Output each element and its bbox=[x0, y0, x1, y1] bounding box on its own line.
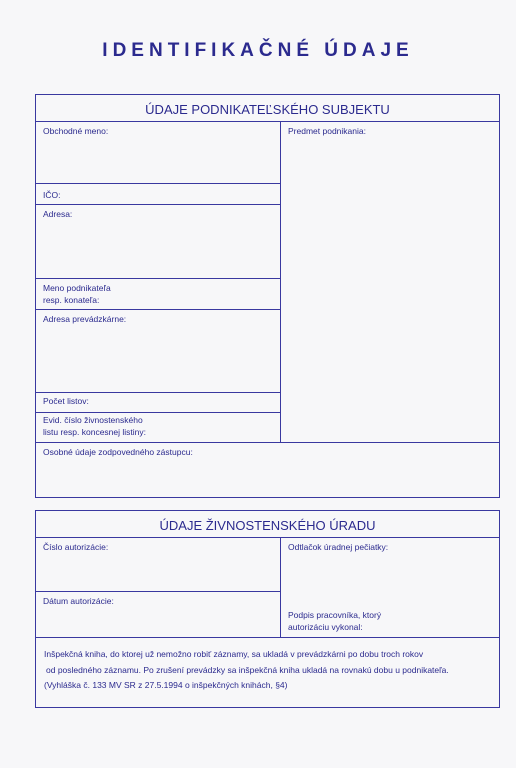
business-section-heading: ÚDAJE PODNIKATEĽSKÉHO SUBJEKTU bbox=[36, 95, 499, 122]
authorization-date-field[interactable] bbox=[36, 591, 280, 637]
register-number-label-line2: listu resp. koncesnej listiny: bbox=[43, 426, 146, 437]
representative-field[interactable] bbox=[36, 442, 499, 497]
footnote-line-2: od posledného záznamu. Po zrušení prevádzky sa inšpekčná kniha ukladá na rovnakú dobu u podnikateľa. bbox=[46, 664, 449, 675]
register-number-label bbox=[43, 415, 146, 438]
officer-signature-label-line2: autorizáciu vykonal: bbox=[288, 621, 363, 632]
sheets-count-field[interactable] bbox=[36, 392, 280, 412]
officer-signature-label-line1: Podpis pracovníka, ktorý bbox=[288, 610, 382, 620]
footnote-box bbox=[36, 637, 499, 707]
premises-address-label: Adresa prevádzkárne: bbox=[43, 314, 127, 324]
register-number-field[interactable] bbox=[36, 412, 280, 442]
page-title: IDENTIFIKAČNÉ ÚDAJE bbox=[102, 40, 414, 61]
entrepreneur-name-label bbox=[43, 283, 111, 306]
officer-signature-label bbox=[288, 610, 381, 633]
entrepreneur-name-field[interactable] bbox=[36, 278, 280, 309]
entrepreneur-name-label-line1: Meno podnikateľa bbox=[43, 283, 111, 293]
premises-address-field[interactable] bbox=[36, 309, 280, 392]
register-number-label-line1: Evid. číslo živnostenského bbox=[43, 415, 143, 425]
business-section bbox=[35, 94, 500, 498]
official-stamp-field[interactable] bbox=[280, 537, 499, 637]
ico-label: IČO: bbox=[43, 190, 61, 200]
business-subject-field[interactable] bbox=[280, 121, 499, 442]
ico-field[interactable] bbox=[36, 183, 280, 204]
address-field[interactable] bbox=[36, 204, 280, 278]
representative-label: Osobné údaje zodpovedného zástupcu: bbox=[43, 447, 193, 457]
authorization-number-label: Číslo autorizácie: bbox=[43, 542, 109, 552]
business-name-label: Obchodné meno: bbox=[43, 126, 109, 136]
sheets-count-label: Počet listov: bbox=[43, 396, 89, 406]
address-label: Adresa: bbox=[43, 209, 73, 219]
office-section bbox=[35, 510, 500, 708]
business-name-field[interactable] bbox=[36, 121, 280, 183]
entrepreneur-name-label-line2: resp. konateľa: bbox=[43, 294, 100, 305]
office-section-heading: ÚDAJE ŽIVNOSTENSKÉHO ÚRADU bbox=[36, 511, 499, 538]
footnote-text bbox=[44, 647, 493, 694]
business-subject-label: Predmet podnikania: bbox=[288, 126, 366, 136]
authorization-number-field[interactable] bbox=[36, 537, 280, 591]
footnote-line-3: (Vyhláška č. 133 MV SR z 27.5.1994 o inšpekčných knihách, §4) bbox=[44, 680, 288, 690]
authorization-date-label: Dátum autorizácie: bbox=[43, 596, 114, 606]
official-stamp-label: Odtlačok úradnej pečiatky: bbox=[288, 542, 389, 552]
footnote-line-1: Inšpekčná kniha, do ktorej už nemožno robiť záznamy, sa ukladá v prevádzkárni po dobu troch rokov bbox=[44, 649, 424, 659]
